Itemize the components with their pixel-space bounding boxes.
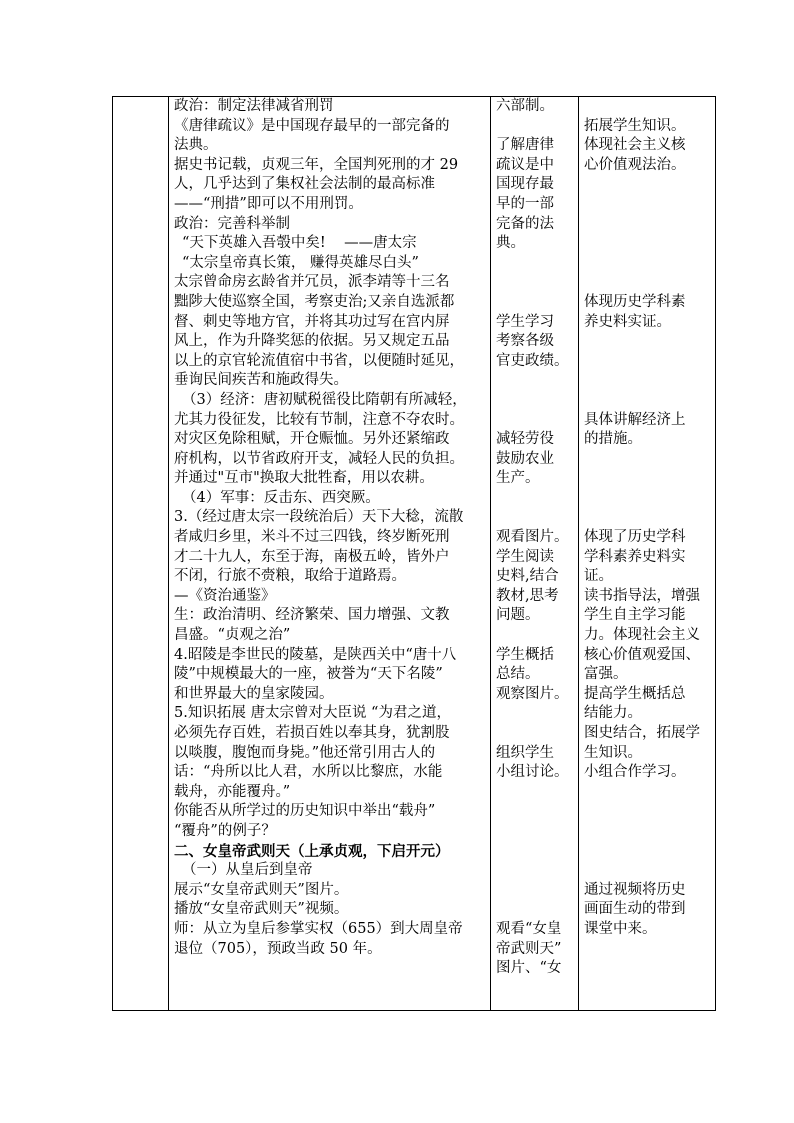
design-intent-line: [584, 175, 712, 195]
design-intent-line: 图史结合，拓展学: [584, 725, 700, 741]
student-activity-line: 官吏政绩。: [496, 352, 569, 369]
student-activity-line: 小组讨论。: [496, 764, 569, 781]
design-intent-line: 小组合作学习。: [584, 764, 686, 781]
column-divider: [168, 96, 169, 1011]
design-intent-line: 体现历史学科素: [584, 293, 686, 310]
content-line: 风上，作为升降奖惩的依据。另又规定五品: [174, 333, 450, 350]
student-activity-line: 六部制。: [496, 98, 554, 114]
design-intent-line: 学科素养史料实: [584, 548, 686, 565]
content-line: “天下英雄入吾彀中矣! ——唐太宗: [182, 235, 417, 252]
content-line: 陵”中规模最大的一座，被誉为“天下名陵”: [174, 666, 443, 683]
design-intent-line: [584, 234, 712, 254]
content-line: 对灾区免除租赋，开仓赈恤。另外还紧缩政: [174, 431, 450, 448]
design-intent-line: [584, 959, 712, 979]
content-line: 3.（经过唐太宗一段统治后）天下大稔，流散: [174, 509, 464, 526]
student-activity-line: [496, 273, 572, 293]
design-intent-line: [584, 822, 712, 842]
student-activity-line: [496, 881, 572, 901]
content-line: “覆舟”的例子？: [174, 822, 276, 839]
content-line: 垂询民间疾苦和施政得失。: [174, 372, 348, 389]
design-intent-line: [584, 195, 712, 215]
student-activity-line: 史料,结合: [496, 568, 559, 585]
student-activity-line: [496, 704, 572, 724]
student-activity-column: [496, 97, 572, 979]
content-line: 昌盛。“贞观之治”: [174, 627, 291, 644]
student-activity-line: 组织学生: [496, 744, 554, 761]
student-activity-line: [496, 783, 572, 803]
content-line: 以上的京官轮流值宿中书省，以便随时延见，: [174, 352, 464, 369]
student-activity-line: 观看图片。: [496, 529, 569, 546]
content-line: 政治：完善科举制: [174, 215, 290, 232]
design-intent-line: [584, 215, 712, 235]
content-line: 政治：制定法律减省刑罚: [174, 98, 334, 114]
student-activity-line: [496, 371, 572, 391]
student-activity-line: 鼓励农业: [496, 450, 554, 467]
content-line: 退位（705），预政当政 50 年。: [174, 940, 382, 957]
content-line: 黜陟大使巡察全国，考察吏治;又亲自选派都: [174, 293, 455, 310]
content-line: （3）经济：唐初赋税徭役比隋朝有所减轻，: [182, 391, 467, 408]
student-activity-line: [496, 508, 572, 528]
design-intent-line: 课堂中来。: [584, 920, 657, 937]
student-activity-line: 问题。: [496, 607, 540, 624]
design-intent-line: 力。体现社会主义: [584, 627, 700, 644]
student-activity-line: 减轻劳役: [496, 431, 554, 448]
design-intent-line: 体现社会主义核: [584, 137, 686, 154]
content-line: 人，几乎达到了集权社会法制的最高标准: [174, 176, 435, 193]
design-intent-line: 读书指导法，增强: [584, 587, 700, 604]
content-line: 并通过"互市"换取大批牲畜，用以农耕。: [174, 470, 434, 487]
design-intent-line: [584, 332, 712, 352]
design-intent-line: [584, 783, 712, 803]
design-intent-line: 拓展学生知识。: [584, 117, 686, 134]
design-intent-line: [584, 940, 712, 960]
content-line: 者咸归乡里，米斗不过三四钱，终岁断死刑: [174, 529, 450, 546]
design-intent-line: 具体讲解经济上: [584, 411, 686, 428]
content-line: 播放“女皇帝武则天”视频。: [174, 901, 349, 918]
content-line: “太宗皇帝真长策， 赚得英雄尽白头”: [182, 254, 419, 271]
content-line: 太宗曾命房玄龄省并冗员，派李靖等十三名: [174, 274, 450, 291]
content-line: 督、刺史等地方官，并将其功过写在宫内屏: [174, 313, 450, 330]
design-intent-line: [584, 842, 712, 862]
design-intent-column: [584, 97, 712, 979]
content-line: 师：从立为皇后参掌实权（655）到大周皇帝: [174, 920, 463, 937]
content-line: 才二十九人，东至于海，南极五岭，皆外户: [174, 548, 450, 565]
content-line: 展示“女皇帝武则天”图片。: [174, 881, 349, 898]
content-line: 载舟，亦能覆舟。”: [174, 783, 291, 800]
content-line: （4）军事：反击东、西突厥。: [182, 489, 380, 506]
design-intent-line: [584, 352, 712, 372]
content-line: 府机构，以节省政府开支，减轻人民的负担。: [174, 450, 464, 467]
content-line: —《资治通鉴》: [174, 587, 276, 604]
student-activity-line: 教材,思考: [496, 587, 559, 604]
content-line: 二、女皇帝武则天（上承贞观，下启开元）: [174, 842, 450, 860]
content-line: 以啖腹，腹饱而身毙。”他还常引用古人的: [174, 744, 436, 761]
content-line: 你能否从所学过的历史知识中举出“载舟”: [174, 803, 436, 820]
student-activity-line: [496, 626, 572, 646]
student-activity-line: [496, 411, 572, 431]
content-line: 法典。: [174, 137, 218, 154]
student-activity-line: [496, 489, 572, 509]
content-line: 话：“舟所以比人君，水所以比黎庶，水能: [174, 764, 443, 781]
student-activity-line: 生产。: [496, 470, 540, 487]
student-activity-line: 观察图片。: [496, 685, 569, 702]
student-activity-line: [496, 842, 572, 862]
content-line: 必须先存百姓，若损百姓以奉其身，犹割股: [174, 725, 450, 741]
student-activity-line: 图片、“女: [496, 960, 562, 977]
design-intent-line: [584, 861, 712, 881]
student-activity-line: 国现存最: [496, 176, 554, 193]
design-intent-line: [584, 97, 712, 117]
student-activity-line: 完备的法: [496, 215, 554, 232]
content-line: 据史书记载，贞观三年，全国判死刑的才 29: [174, 156, 459, 173]
design-intent-line: [584, 371, 712, 391]
student-activity-line: 早的一部: [496, 195, 554, 212]
content-line: 不闭，行旅不赍粮，取给于道路焉。: [174, 568, 406, 585]
design-intent-line: 养史料实证。: [584, 313, 671, 330]
design-intent-line: 学生自主学习能: [584, 607, 686, 624]
content-line: 生：政治清明、经济繁荣、国力增强、文教: [174, 607, 450, 624]
student-activity-line: [496, 254, 572, 274]
teaching-content-column: [174, 97, 486, 959]
student-activity-line: 考察各级: [496, 333, 554, 350]
design-intent-line: 通过视频将历史: [584, 881, 686, 898]
student-activity-line: 观看“女皇: [496, 920, 562, 937]
design-intent-line: 核心价值观爱国、: [584, 646, 700, 663]
design-intent-line: 的措施。: [584, 431, 642, 448]
design-intent-line: 生知识。: [584, 744, 642, 761]
design-intent-line: [584, 802, 712, 822]
student-activity-line: 学生阅读: [496, 548, 554, 565]
student-activity-line: 帝武则天”: [496, 940, 562, 957]
student-activity-line: 学生学习: [496, 313, 554, 330]
student-activity-line: 典。: [496, 235, 525, 252]
student-activity-line: 疏议是中: [496, 156, 554, 173]
student-activity-line: [496, 900, 572, 920]
student-activity-line: [496, 802, 572, 822]
student-activity-line: 了解唐律: [496, 137, 554, 154]
column-divider: [490, 96, 491, 1011]
design-intent-line: 提高学生概括总: [584, 685, 686, 702]
student-activity-line: [496, 724, 572, 744]
column-divider: [578, 96, 579, 1011]
content-line: 《唐律疏议》是中国现存最早的一部完备的: [174, 117, 450, 134]
design-intent-line: 证。: [584, 568, 613, 585]
design-intent-line: [584, 391, 712, 411]
design-intent-line: 画面生动的带到: [584, 901, 686, 918]
student-activity-line: [496, 293, 572, 313]
design-intent-line: 心价值观法治。: [584, 156, 686, 173]
design-intent-line: [584, 273, 712, 293]
design-intent-line: 体现了历史学科: [584, 529, 686, 546]
content-line: 4.昭陵是李世民的陵墓，是陕西关中“唐十八: [174, 646, 457, 663]
design-intent-line: [584, 469, 712, 489]
design-intent-line: [584, 489, 712, 509]
content-line: ——“刑措”即可以不用刑罚。: [174, 195, 363, 212]
student-activity-line: [496, 861, 572, 881]
student-activity-line: [496, 822, 572, 842]
content-line: 和世界最大的皇家陵园。: [174, 685, 334, 702]
design-intent-line: [584, 254, 712, 274]
student-activity-line: 总结。: [496, 666, 540, 683]
content-line: （一）从皇后到皇帝: [182, 862, 313, 879]
content-line: 尤其力役征发，比较有节制，注意不夺农时。: [174, 411, 464, 428]
student-activity-line: [496, 117, 572, 137]
design-intent-line: 富强。: [584, 666, 628, 683]
student-activity-line: 学生概括: [496, 646, 554, 663]
content-line: 5.知识拓展 唐太宗曾对大臣说 “为君之道，: [174, 705, 451, 722]
design-intent-line: [584, 450, 712, 470]
student-activity-line: [496, 391, 572, 411]
design-intent-line: [584, 508, 712, 528]
design-intent-line: 结能力。: [584, 705, 642, 722]
